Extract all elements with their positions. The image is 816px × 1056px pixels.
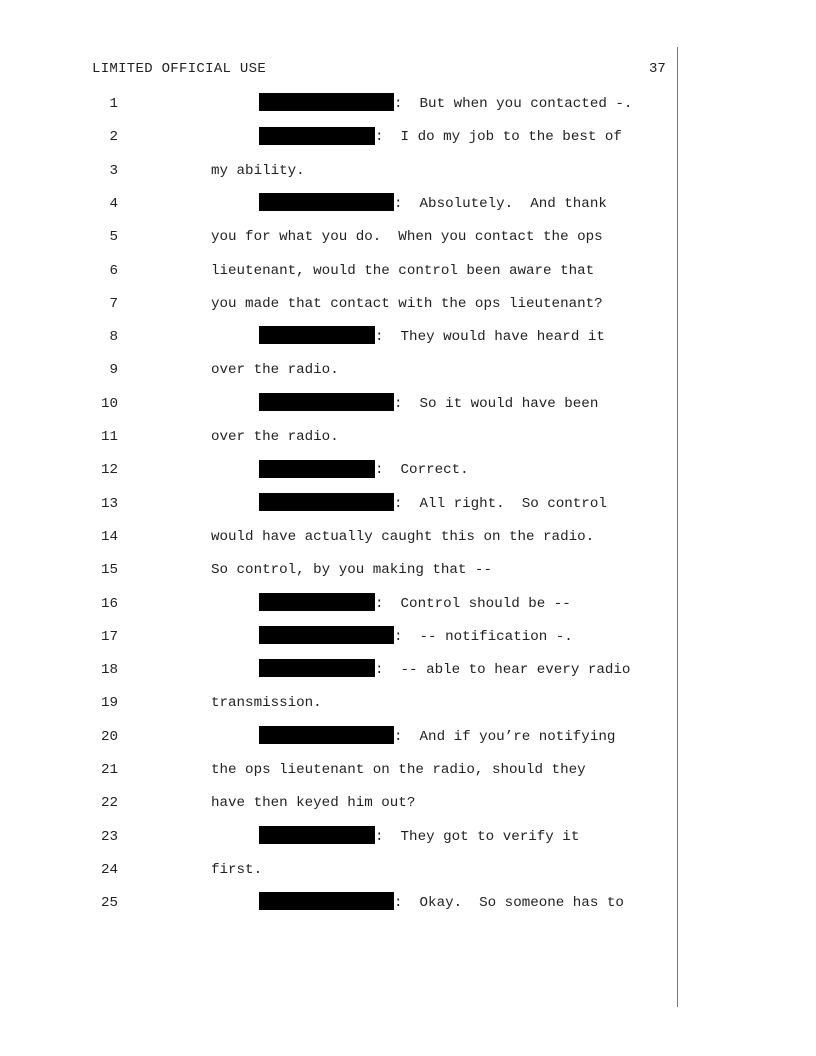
line-number: 2 (109, 129, 118, 146)
redacted-speaker-name (259, 659, 375, 677)
transcript-line (0, 393, 680, 415)
line-number: 20 (100, 728, 118, 745)
transcript-line (0, 593, 680, 615)
line-number: 19 (100, 695, 118, 712)
transcript-line (0, 826, 680, 848)
transcript-line (0, 892, 680, 914)
line-number: 1 (109, 96, 118, 112)
speaker-line (259, 193, 607, 215)
speaker-line (259, 593, 571, 615)
transcript-line (0, 626, 680, 648)
line-text: : So it would have been (394, 395, 599, 412)
redacted-speaker-name (259, 326, 375, 344)
speaker-line (259, 826, 579, 848)
line-text: : Control should be -- (375, 595, 571, 612)
line-text: would have actually caught this on the radio. (211, 528, 595, 545)
transcript-line (0, 226, 680, 248)
line-number: 24 (100, 861, 118, 878)
redacted-speaker-name (259, 826, 375, 844)
speaker-line (259, 126, 622, 148)
line-text: over the radio. (211, 429, 339, 445)
redacted-speaker-name (259, 892, 394, 910)
transcript-line (0, 692, 680, 714)
speaker-line (259, 459, 469, 481)
redacted-speaker-name (259, 127, 375, 145)
line-text: my ability. (211, 162, 305, 179)
line-number: 3 (109, 162, 118, 179)
line-number: 11 (100, 429, 118, 445)
header-classification: LIMITED OFFICIAL USE (92, 61, 267, 77)
line-number: 17 (100, 628, 118, 645)
transcript-line (0, 792, 680, 814)
line-number: 14 (100, 528, 118, 545)
line-number: 12 (100, 462, 118, 479)
line-text: have then keyed him out? (211, 795, 416, 812)
page-number: 37 (649, 61, 666, 77)
line-number: 6 (109, 262, 118, 279)
line-text: : All right. So control (394, 495, 607, 512)
transcript-line (0, 160, 680, 182)
line-number: 18 (100, 662, 118, 679)
line-text: the ops lieutenant on the radio, should they (211, 762, 586, 778)
redacted-speaker-name (259, 393, 394, 411)
line-number: 8 (109, 329, 118, 346)
line-number: 13 (100, 495, 118, 512)
line-text: : Absolutely. And thank (394, 195, 607, 212)
speaker-line (259, 93, 632, 115)
line-text: : -- notification -. (394, 628, 573, 645)
transcript-line (0, 859, 680, 881)
line-number: 5 (109, 229, 118, 246)
redacted-speaker-name (259, 193, 394, 211)
line-number: 21 (100, 762, 118, 778)
speaker-line (259, 892, 624, 914)
transcript-line (0, 293, 680, 315)
line-text: first. (211, 861, 263, 878)
speaker-line (259, 393, 598, 415)
line-text: you made that contact with the ops lieutenant? (211, 295, 603, 312)
transcript-line (0, 726, 680, 748)
line-number: 7 (109, 295, 118, 312)
line-text: So control, by you making that -- (211, 562, 492, 579)
speaker-line (259, 326, 605, 348)
speaker-line (259, 659, 630, 681)
transcript-line (0, 659, 680, 681)
transcript-line (0, 260, 680, 282)
redacted-speaker-name (259, 493, 394, 511)
line-text: over the radio. (211, 362, 339, 379)
transcript-line (0, 559, 680, 581)
transcript-line (0, 326, 680, 348)
line-number: 23 (100, 828, 118, 845)
transcript-line (0, 93, 680, 115)
redacted-speaker-name (259, 460, 375, 478)
transcript-line (0, 459, 680, 481)
line-number: 15 (100, 562, 118, 579)
line-text: : -- able to hear every radio (375, 662, 631, 679)
transcript-line (0, 426, 680, 448)
line-text: : Correct. (375, 462, 469, 479)
line-text: : They got to verify it (375, 828, 580, 845)
transcript-line (0, 126, 680, 148)
transcript-line (0, 526, 680, 548)
speaker-line (259, 726, 615, 748)
redacted-speaker-name (259, 593, 375, 611)
line-number: 10 (100, 395, 118, 412)
transcript-line (0, 493, 680, 515)
line-text: transmission. (211, 695, 322, 712)
line-text: : But when you contacted -. (394, 96, 633, 112)
line-text: : And if you’re notifying (394, 728, 616, 745)
transcript-line (0, 193, 680, 215)
line-text: you for what you do. When you contact the ops (211, 229, 603, 246)
line-number: 25 (100, 895, 118, 912)
transcript-line (0, 759, 680, 781)
redacted-speaker-name (259, 93, 394, 111)
speaker-line (259, 626, 573, 648)
line-number: 16 (100, 595, 118, 612)
redacted-speaker-name (259, 726, 394, 744)
speaker-line (259, 493, 607, 515)
line-number: 9 (109, 362, 118, 379)
line-text: lieutenant, would the control been aware that (211, 262, 595, 279)
line-text: : Okay. So someone has to (394, 895, 624, 912)
line-number: 4 (109, 195, 118, 212)
redacted-speaker-name (259, 626, 394, 644)
transcript-line (0, 359, 680, 381)
line-number: 22 (100, 795, 118, 812)
line-text: : I do my job to the best of (375, 129, 622, 146)
line-text: : They would have heard it (375, 329, 605, 346)
